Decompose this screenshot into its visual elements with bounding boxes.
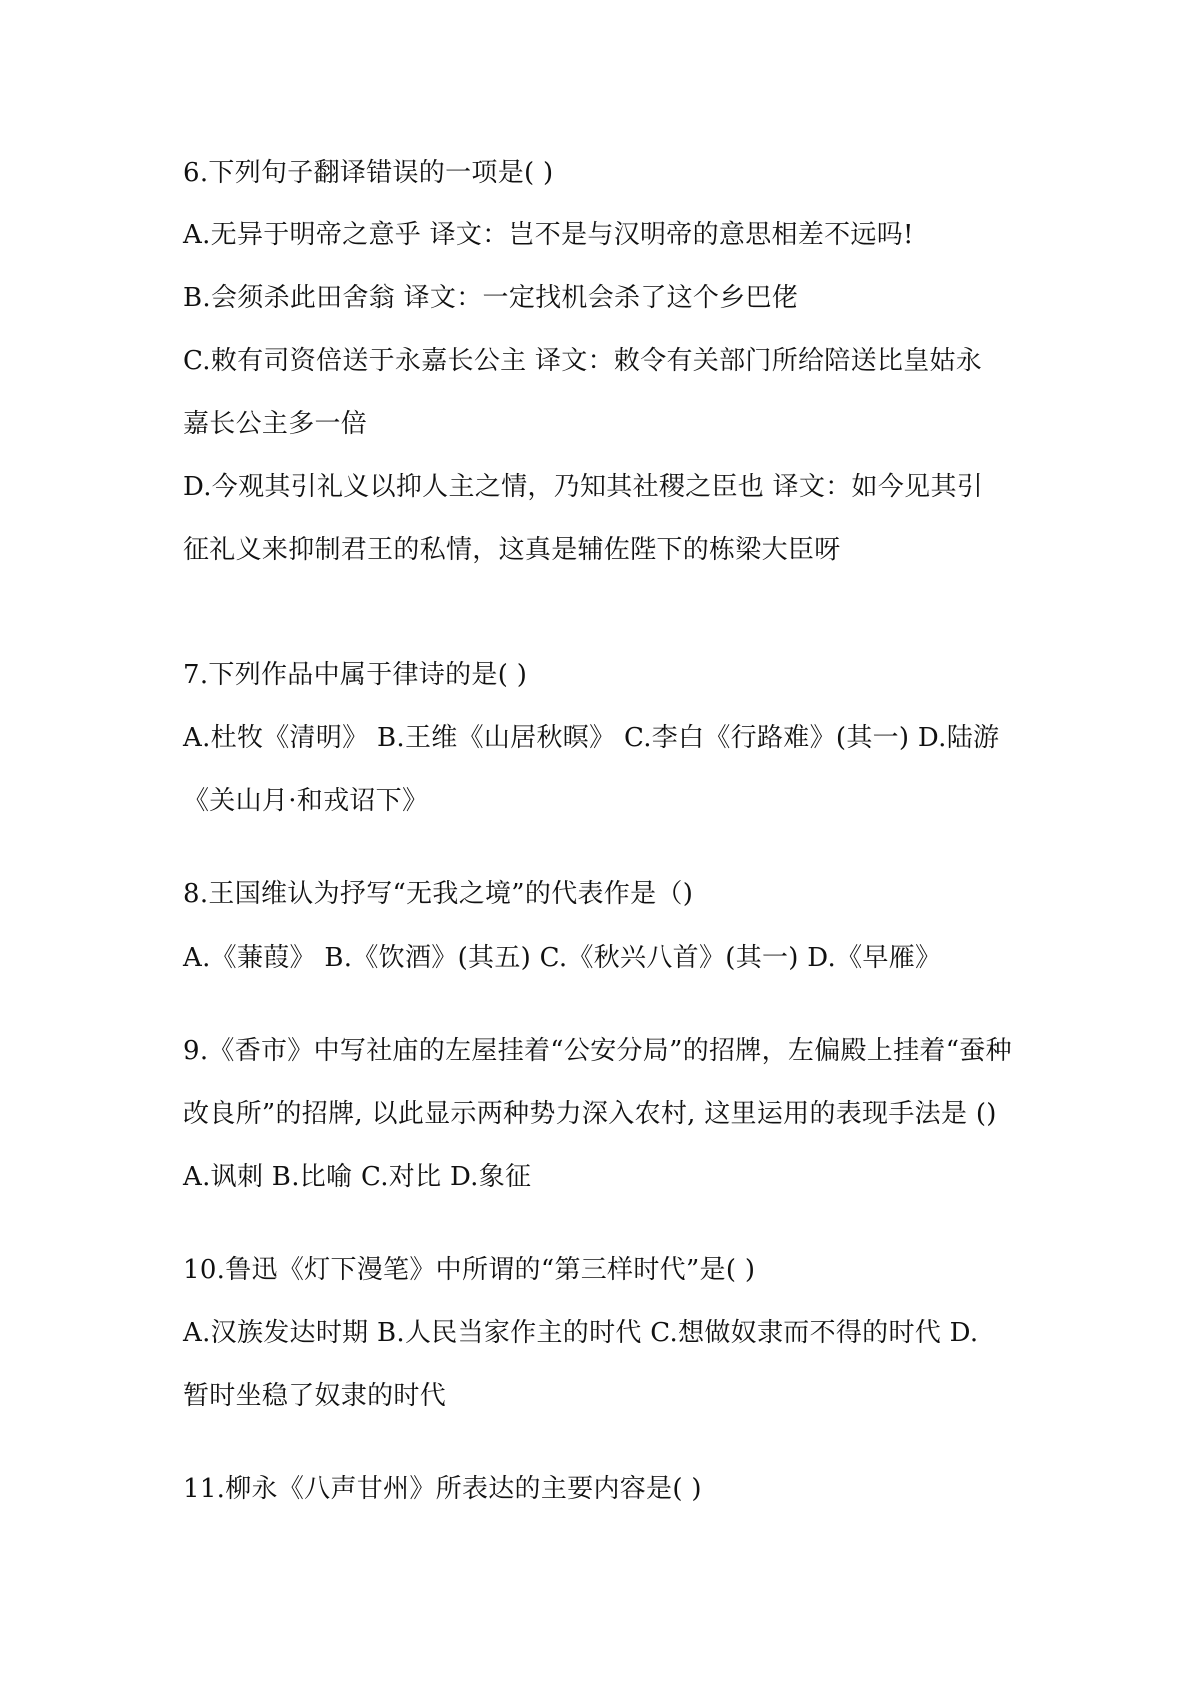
question-8-options: A.《蒹葭》 B.《饮酒》(其五) C.《秋兴八首》(其一) D.《早雁》	[183, 943, 942, 973]
question-6-option-c-cont: 嘉长公主多一倍	[183, 409, 368, 439]
question-6-option-b: B.会须杀此田舍翁 译文：一定找机会杀了这个乡巴佬	[183, 283, 799, 313]
question-7-stem: 7.下列作品中属于律诗的是( )	[183, 660, 528, 690]
question-6-option-a: A.无异于明帝之意乎 译文：岂不是与汉明帝的意思相差不远吗!	[183, 220, 914, 250]
question-7-options: A.杜牧《清明》 B.王维《山居秋暝》 C.李白《行路难》(其一) D.陆游	[183, 723, 1000, 753]
question-7-options-cont: 《关山月·和戎诏下》	[183, 786, 429, 816]
question-9-stem-cont: 改良所”的招牌, 以此显示两种势力深入农村, 这里运用的表现手法是 ()	[183, 1099, 997, 1129]
question-8-stem: 8.王国维认为抒写“无我之境”的代表作是（)	[183, 879, 694, 909]
question-10-options-cont: 暂时坐稳了奴隶的时代	[183, 1381, 447, 1411]
question-6-option-d-cont: 征礼义来抑制君王的私情，这真是辅佐陛下的栋梁大臣呀	[183, 535, 841, 565]
question-9-options: A.讽刺 B.比喻 C.对比 D.象征	[183, 1162, 532, 1192]
question-11-stem: 11.柳永《八声甘州》所表达的主要内容是( )	[183, 1474, 702, 1504]
question-10-options: A.汉族发达时期 B.人民当家作主的时代 C.想做奴隶而不得的时代 D.	[183, 1318, 979, 1348]
question-6-option-c: C.敕有司资倍送于永嘉长公主 译文：敕令有关部门所给陪送比皇姑永	[183, 346, 983, 376]
question-10-stem: 10.鲁迅《灯下漫笔》中所谓的“第三样时代”是( )	[183, 1255, 756, 1285]
question-6-option-d: D.今观其引礼义以抑人主之情，乃知其社稷之臣也 译文：如今见其引	[183, 472, 984, 502]
question-6-stem: 6.下列句子翻译错误的一项是( )	[183, 158, 554, 188]
question-9-stem: 9.《香市》中写社庙的左屋挂着“公安分局”的招牌，左偏殿上挂着“蚕种	[183, 1036, 1012, 1066]
